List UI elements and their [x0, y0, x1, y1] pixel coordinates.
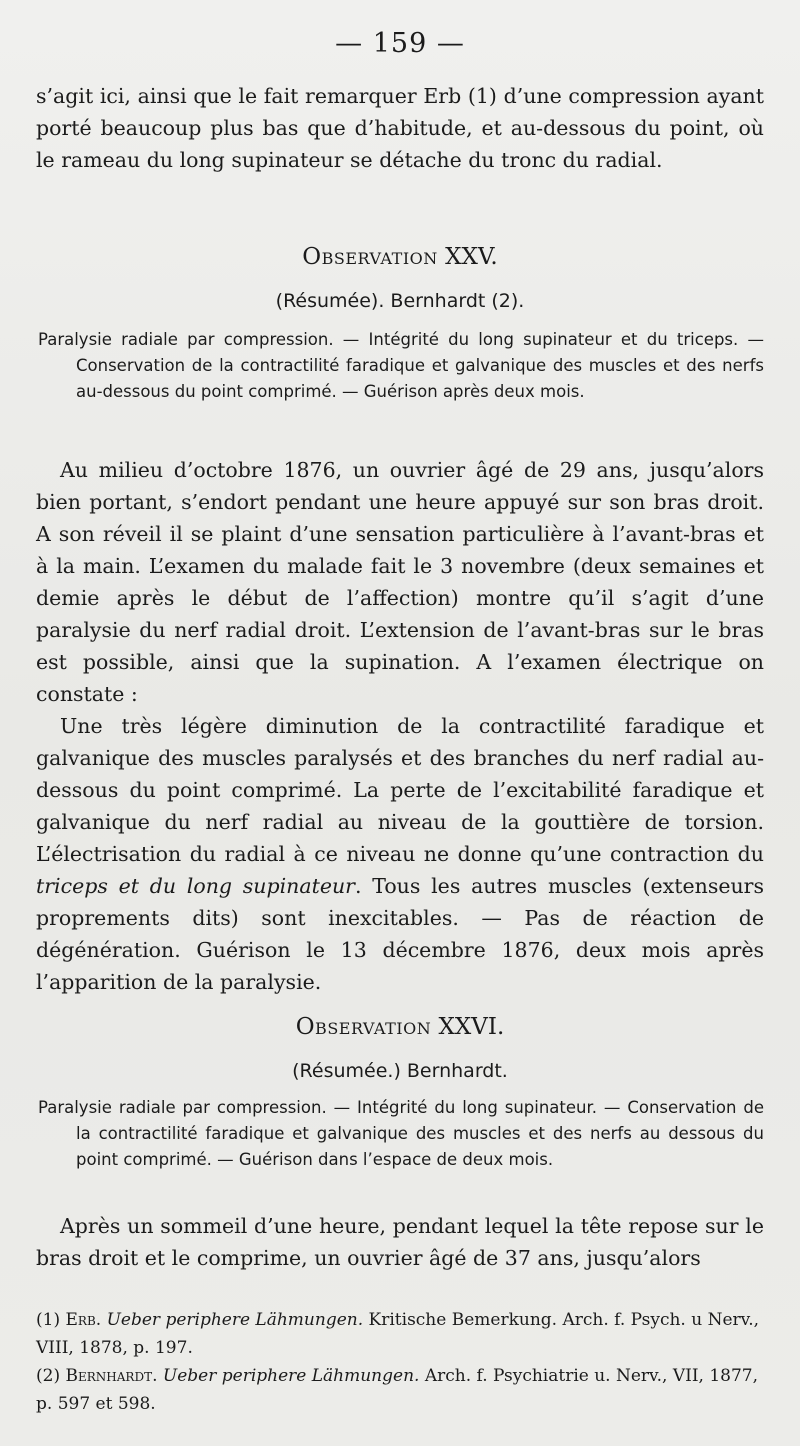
footnote-1-marker: (1) — [36, 1310, 61, 1330]
observation-25-paragraph-b — [36, 710, 764, 998]
footnote-1 — [36, 1306, 764, 1362]
observation-25-summary-block — [38, 327, 764, 405]
opening-paragraph: s’agit ici, ainsi que le fait remarquer Erb (1) d’une compression ayant porté beaucoup plus bas que d’habitude, et au-dessous du point, où le rameau du long supinateur se détache du tronc du radial. — [36, 84, 764, 172]
observation-25-paragraph-a: Au milieu d’octobre 1876, un ouvrier âgé de 29 ans, jusqu’alors bien portant, s’endort pendant une heure appuyé sur son bras droit. A son réveil il se plaint d’une sensation particulière à l’avant-bras et à la main. L’examen du malade fait le 3 novembre (deux semaines et demie après le début de l’affection) montre qu’il s’agit d’une paralysie du nerf radial droit. L’extension de l’avant-bras sur le bras est possible, ainsi que la supination. A l’examen électrique on constate : — [36, 458, 764, 706]
observation-26-body-block — [36, 1210, 764, 1274]
observation-25-body-block — [36, 454, 764, 998]
page-number: — 159 — — [335, 28, 465, 59]
observation-25-subtitle: (Résumée). Bernhardt (2). — [275, 290, 525, 312]
observation-25-paragraph-b-end: . Tous les autres muscles (extenseurs proprements dits) sont inexcitables. — Pas de réaction de dégénération. Guérison le 13 décembre 1876, deux mois après l’apparition de la paralysie. — [36, 874, 764, 994]
observation-26-title-prefix: Observation — [295, 1014, 432, 1040]
footnote-1-rest: Kritische Bemerkung. Arch. f. Psych. u Nerv., VIII, 1878, p. 197. — [36, 1310, 760, 1358]
opening-paragraph-block — [36, 80, 764, 176]
footnote-2-marker: (2) — [36, 1366, 61, 1386]
observation-25-paragraph-b-start: Une très légère diminution de la contractilité faradique et galvanique des muscles paralysés et des branches du nerf radial au-dessous du point comprimé. La perte de l’excitabilité faradique et galvanique du nerf radial au niveau de la gouttière de torsion. L’électrisation du radial à ce niveau ne donne qu’une contraction du — [36, 714, 764, 866]
footnote-2-title: Ueber periphere Lähmungen. — [162, 1366, 420, 1386]
observation-25-paragraph-b-italic: triceps et du long supinateur — [36, 874, 355, 898]
observation-25-title — [0, 244, 800, 270]
observation-26-summary-block — [38, 1095, 764, 1173]
observation-26-title — [0, 1014, 800, 1040]
observation-25-title-prefix: Observation — [302, 244, 438, 270]
observation-25-summary: Paralysie radiale par compression. — Intégrité du long supinateur et du triceps. — Conservation de la contractilité faradique et galvanique des muscles et des nerfs au-dessous du point comprimé. — Guérison après deux mois. — [38, 330, 764, 401]
footnote-1-title: Ueber periphere Lähmungen. — [106, 1310, 364, 1330]
observation-26-title-number: XXVI. — [438, 1014, 505, 1040]
footnote-2 — [36, 1362, 764, 1418]
footnote-2-rest: Arch. f. Psychiatrie u. Nerv., VII, 1877, p. 597 et 598. — [36, 1366, 759, 1414]
observation-26-subtitle: (Résumée.) Bernhardt. — [292, 1060, 508, 1082]
observation-26-paragraph-a: Après un sommeil d’une heure, pendant lequel la tête repose sur le bras droit et le comprime, un ouvrier âgé de 37 ans, jusqu’alors — [36, 1214, 764, 1270]
observation-25-title-number: XXV. — [445, 244, 498, 270]
footnote-1-author: Erb. — [65, 1310, 102, 1330]
footnote-2-author: Bernhardt. — [65, 1366, 158, 1386]
observation-26-summary: Paralysie radiale par compression. — Intégrité du long supinateur. — Conservation de la contractilité faradique et galvanique des muscles et des nerfs au dessous du point comprimé. — Guérison dans l’espace de deux mois. — [38, 1098, 764, 1169]
footnotes — [36, 1306, 764, 1418]
